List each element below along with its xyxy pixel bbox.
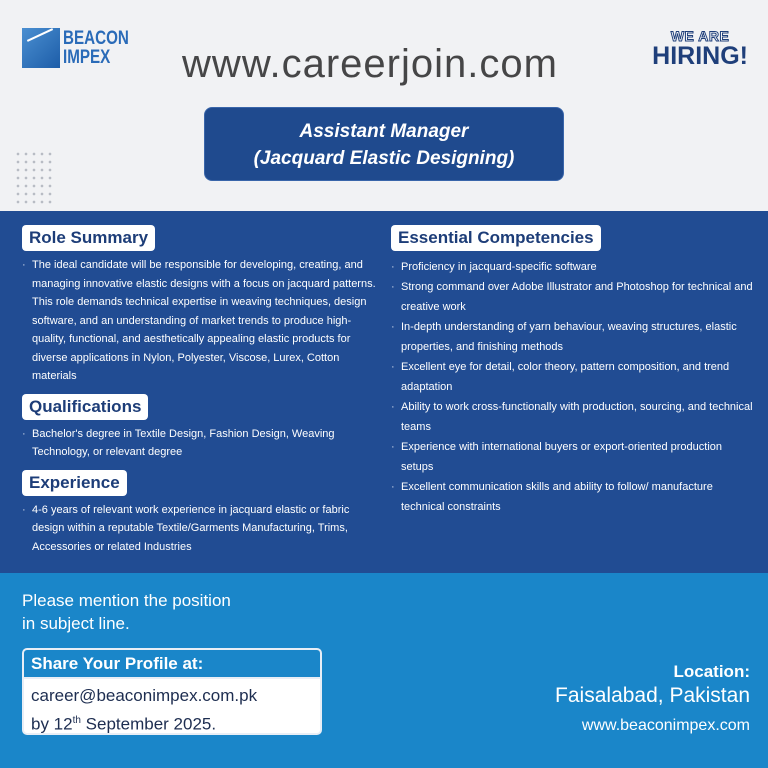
mention-note	[22, 589, 231, 635]
list-item: · Ability to work cross-functionally with production, sourcing, and technical teams	[391, 397, 753, 437]
share-heading: Share Your Profile at:	[24, 650, 320, 679]
decorative-dots	[14, 150, 54, 206]
left-column	[22, 225, 378, 564]
competencies-heading: Essential Competencies	[391, 225, 601, 251]
list-item: · Proficiency in jacquard-specific software	[391, 257, 753, 277]
competencies-list	[391, 257, 753, 517]
list-item: · Excellent eye for detail, color theory, pattern composition, and trend adaptation	[391, 357, 753, 397]
list-item: · In-depth understanding of yarn behaviour, weaving structures, elastic properties, and finishing methods	[391, 317, 753, 357]
list-item: · Strong command over Adobe Illustrator and Photoshop for technical and creative work	[391, 277, 753, 317]
job-title: Assistant Manager	[299, 121, 469, 142]
location-label: Location:	[673, 662, 750, 681]
share-profile-box	[22, 648, 322, 735]
qualifications-heading: Qualifications	[22, 394, 148, 420]
logo-line2: IMPEX	[63, 47, 111, 68]
beacon-logo-icon	[22, 28, 60, 68]
list-item: · Bachelor's degree in Textile Design, Fashion Design, Weaving Technology, or relevant degree	[22, 425, 378, 462]
list-item: · Experience with international buyers or export-oriented production setups	[391, 437, 753, 477]
mention-line1: Please mention the position	[22, 591, 231, 610]
deadline-month-year: September 2025.	[80, 714, 217, 734]
list-item: · 4-6 years of relevant work experience in jacquard elastic or fabric design within a reputable Textile/Garments Manufacturing, Trims, Accessories or related Industries	[22, 501, 378, 557]
email-link[interactable]: career@beaconimpex.com.pk	[31, 686, 258, 705]
website-link[interactable]: www.beaconimpex.com	[581, 717, 750, 734]
hiring-text: HIRING!	[652, 42, 748, 70]
deadline-suffix-sup: th	[72, 715, 81, 726]
experience-list	[22, 501, 378, 557]
location-block	[555, 662, 750, 735]
logo-line1: BEACON	[63, 28, 129, 49]
watermark: www.careerjoin.com	[182, 42, 558, 86]
beacon-impex-logo	[22, 28, 145, 68]
list-item: · The ideal candidate will be responsible for developing, creating, and managing innovative elastic designs with a focus on jacquard patterns. This role demands technical expertise in weaving techniques, design software, and an understanding of market trends to produce high-quality, functional, and aesthetically appealing elastic products for diverse applications in Nylon, Polyester, Viscose, Lurex, Cotton materials	[22, 256, 378, 386]
right-column	[391, 225, 753, 525]
deadline-day: by 12	[31, 714, 73, 734]
role-summary-heading: Role Summary	[22, 225, 155, 251]
experience-heading: Experience	[22, 470, 127, 496]
job-title-box	[204, 107, 564, 181]
job-subtitle: (Jacquard Elastic Designing)	[253, 148, 515, 169]
mention-line2: in subject line.	[22, 614, 130, 633]
we-are-hiring	[652, 28, 748, 68]
qualifications-list	[22, 425, 378, 462]
deadline	[31, 708, 313, 735]
we-are-text: WE ARE	[670, 28, 730, 44]
list-item: · Excellent communication skills and ability to follow/ manufacture technical constraints	[391, 477, 753, 517]
location-city: Faisalabad, Pakistan	[555, 684, 750, 707]
role-summary-list	[22, 256, 378, 386]
